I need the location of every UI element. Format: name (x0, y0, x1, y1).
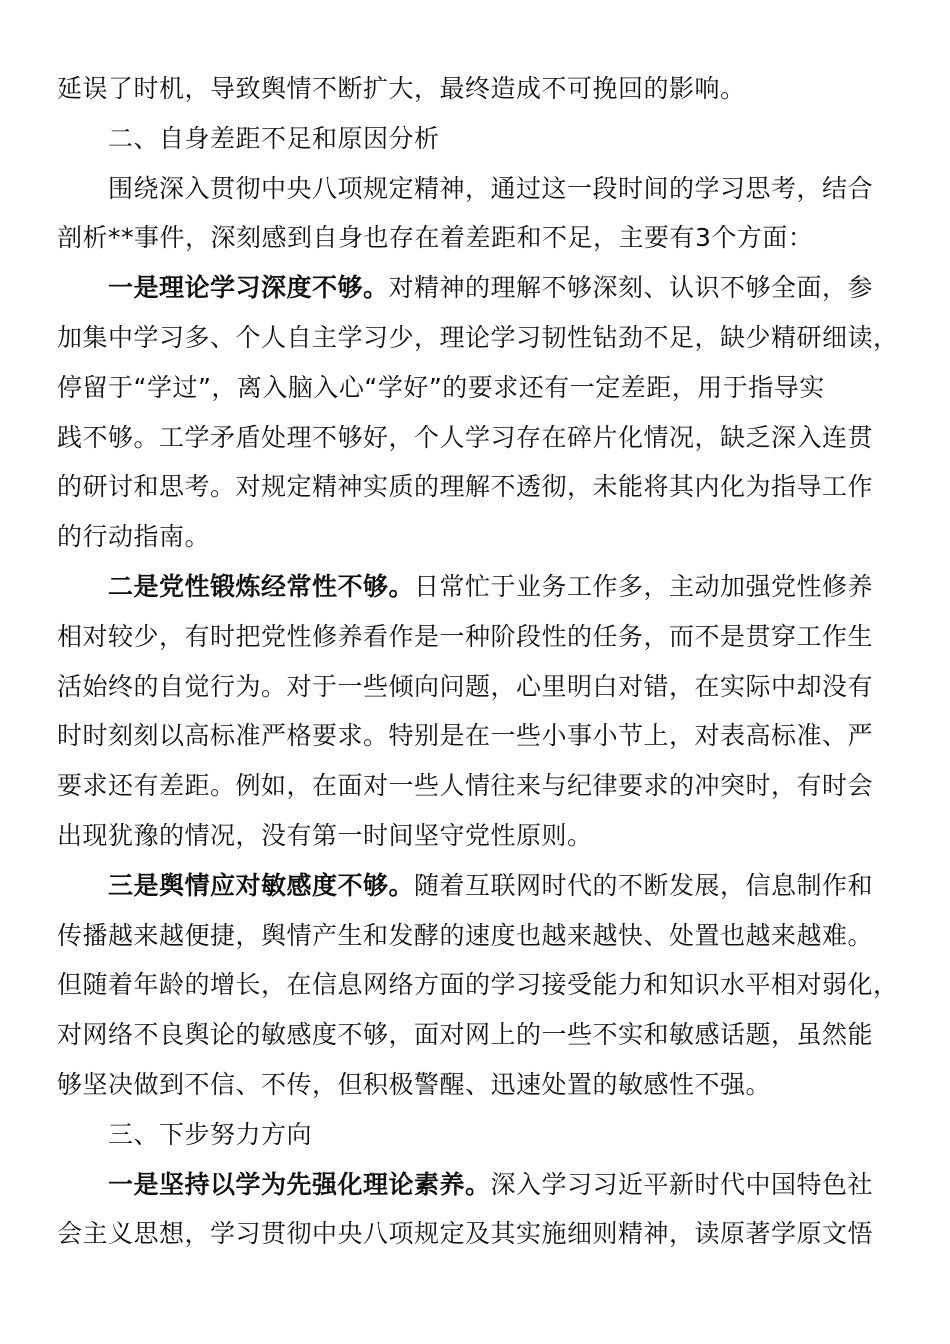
paragraph-line: 会主义思想，学习贯彻中央八项规定及其实施细则精神，读原著学原文悟 (57, 1219, 874, 1249)
point-2-heading: 二是党性锻炼经常性不够。 (108, 571, 415, 601)
point-3-text: 随着互联网时代的不断发展，信息制作和 (414, 870, 874, 900)
paragraph-line: 延误了时机，导致舆情不断扩大，最终造成不可挽回的影响。 (57, 74, 746, 103)
section-heading-3: 三、下步努力方向 (108, 1119, 313, 1149)
paragraph-line: 出现犹豫的情况，没有第一时间坚守党性原则。 (57, 820, 593, 850)
paragraph-line: 围绕深入贯彻中央八项规定精神，通过这一段时间的学习思考，结合 (108, 173, 874, 203)
paragraph-line: 践不够。工学矛盾处理不够好，个人学习存在碎片化情况，缺乏深入连贯 (57, 422, 874, 452)
paragraph-line: 时时刻刻以高标准严格要求。特别是在一些小事小节上，对表高标准、严 (57, 721, 874, 751)
paragraph-line: 的研讨和思考。对规定精神实质的理解不透彻，未能将其内化为指导工作 (57, 472, 874, 502)
paragraph-line: 够坚决做到不信、不传，但积极警醒、迅速处置的敏感性不强。 (57, 1069, 772, 1099)
paragraph-line: 要求还有差距。例如，在面对一些人情往来与纪律要求的冲突时，有时会 (57, 771, 874, 801)
direction-1-text: 深入学习习近平新时代中国特色社 (490, 1169, 874, 1199)
paragraph-line: 相对较少，有时把党性修养看作是一种阶段性的任务，而不是贯穿工作生 (57, 621, 874, 651)
paragraph-line: 活始终的自觉行为。对于一些倾向问题，心里明白对错，在实际中却没有 (57, 671, 874, 701)
point-3-line (57, 861, 897, 911)
section-heading-2: 二、自身差距不足和原因分析 (108, 123, 440, 153)
point-1-text: 对精神的理解不够深刻、认识不够全面，参 (388, 273, 874, 303)
point-2-text: 日常忙于业务工作多，主动加强党性修养 (414, 571, 874, 601)
paragraph-line: 剖析**事件，深刻感到自身也存在着差距和不足，主要有3个方面： (57, 223, 814, 253)
direction-1-heading: 一是坚持以学为先强化理论素养。 (108, 1169, 491, 1199)
paragraph-line: 传播越来越便捷，舆情产生和发酵的速度也越来越快、处置也越来越难。 (57, 920, 874, 950)
paragraph-line: 的行动指南。 (57, 522, 211, 552)
point-3-heading: 三是舆情应对敏感度不够。 (108, 870, 415, 900)
point-1-heading: 一是理论学习深度不够。 (108, 273, 389, 303)
paragraph-line: 停留于“学过”，离入脑入心“学好”的要求还有一定差距，用于指导实 (57, 372, 825, 402)
paragraph-line: 对网络不良舆论的敏感度不够，面对网上的一些不实和敏感话题，虽然能 (57, 1020, 874, 1050)
direction-1-line (57, 1160, 897, 1210)
point-2-line (57, 562, 897, 612)
point-1-line (57, 263, 897, 313)
document-page (57, 64, 897, 1259)
paragraph-line: 但随着年龄的增长，在信息网络方面的学习接受能力和知识水平相对弱化， (57, 970, 899, 1000)
paragraph-line: 加集中学习多、个人自主学习少，理论学习韧性钻劲不足，缺少精研细读， (57, 322, 899, 352)
